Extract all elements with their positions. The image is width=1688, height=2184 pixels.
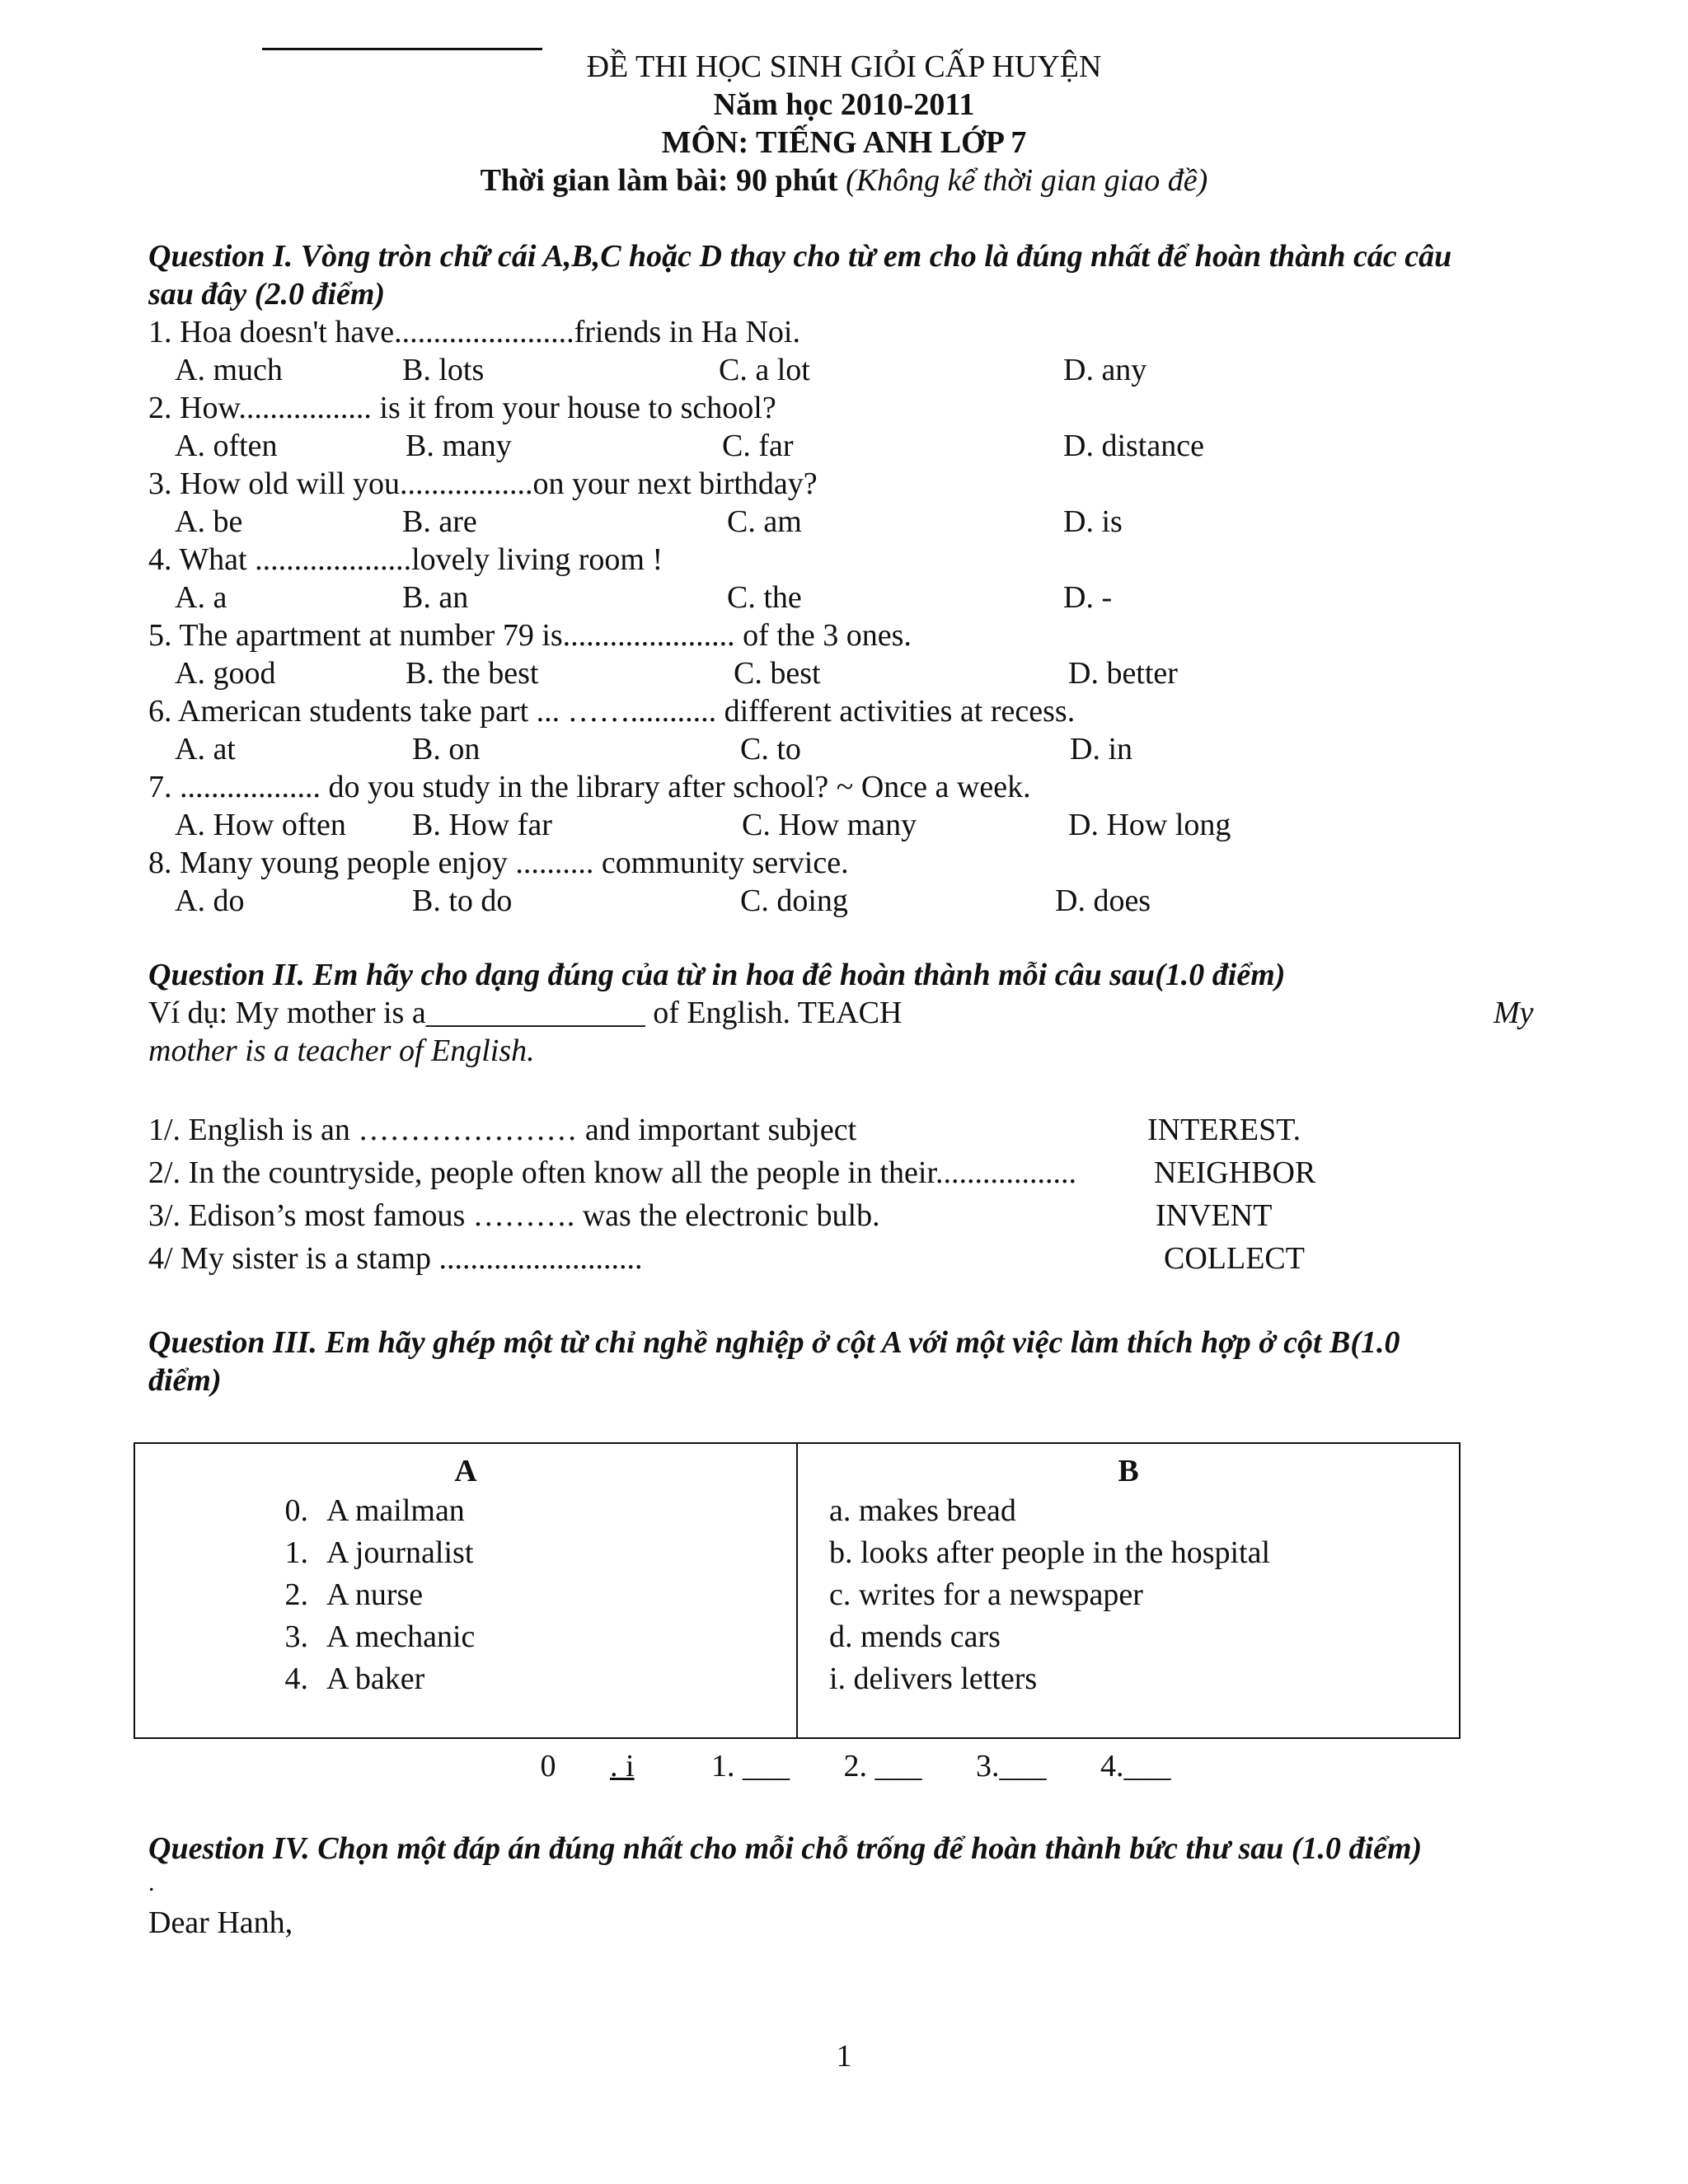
- q1-item-6-stem: 6. American students take part ... ……........... different activities at recess.: [148, 694, 1076, 729]
- q1-item-7-option-b: B. How far: [412, 808, 552, 842]
- q4-dot: .: [148, 1869, 155, 1896]
- answer-0-value: . i: [609, 1749, 635, 1783]
- item-text: A nurse: [326, 1577, 424, 1612]
- q1-item-7-stem: 7. .................. do you study in the library after school? ~ Once a week.: [148, 770, 1031, 804]
- list-item: [259, 1532, 796, 1574]
- q1-item-5-stem: 5. The apartment at number 79 is...................... of the 3 ones.: [148, 618, 912, 653]
- q1-item-8-option-b: B. to do: [412, 883, 513, 918]
- q1-item-7-option-c: C. How many: [742, 808, 917, 842]
- matching-table: [134, 1442, 1461, 1739]
- page-number: 1: [836, 2039, 852, 2074]
- q1-item-5-option-b: B. the best: [406, 656, 539, 691]
- q1-item-3-option-c: C. am: [727, 504, 802, 539]
- q1-heading-line1: Question I. Vòng tròn chữ cái A,B,C hoặc D thay cho từ em cho là đúng nhất để hoàn thành các câu: [148, 239, 1452, 274]
- answer-4: 4.___: [1100, 1749, 1171, 1783]
- q1-item-8-option-d: D. does: [1055, 883, 1151, 918]
- q1-item-2-stem: 2. How................. is it from your house to school?: [148, 391, 776, 425]
- q2-item-2-text: 2/. In the countryside, people often know all the people in their..................: [148, 1155, 1077, 1190]
- q1-item-5-option-a: A. good: [175, 656, 276, 691]
- column-b: [797, 1443, 1460, 1738]
- q2-item-3-word: INVENT: [1156, 1198, 1273, 1233]
- item-text: A baker: [326, 1661, 425, 1696]
- q1-item-3-option-a: A. be: [175, 504, 243, 539]
- list-item: [259, 1658, 796, 1700]
- answer-1: 1. ___: [711, 1749, 790, 1783]
- time-limit: [0, 162, 1688, 199]
- q1-item-8-option-c: C. doing: [740, 883, 848, 918]
- q1-item-1-stem: 1. Hoa doesn't have.......................friends in Ha Noi.: [148, 315, 800, 349]
- matching-answers: [0, 1747, 1688, 1785]
- column-a-list: [135, 1490, 796, 1700]
- q2-item-4-text: 4/ My sister is a stamp ..........................: [148, 1241, 643, 1276]
- q2-example-answer-part2: mother is a teacher of English.: [148, 1033, 535, 1068]
- item-text: A journalist: [326, 1535, 474, 1570]
- answer-3: 3.___: [976, 1749, 1047, 1783]
- item-number: 0.: [284, 1493, 308, 1528]
- list-item: i. delivers letters: [829, 1661, 1038, 1696]
- q1-item-1-option-c: C. a lot: [719, 353, 810, 387]
- list-item: a. makes bread: [829, 1493, 1016, 1528]
- q1-item-7-option-a: A. How often: [175, 808, 346, 842]
- q2-item-2-word: NEIGHBOR: [1154, 1155, 1316, 1190]
- q1-item-6-option-d: D. in: [1070, 732, 1132, 766]
- q2-item-3-text: 3/. Edison’s most famous ………. was the electronic bulb.: [148, 1198, 880, 1233]
- q1-item-1-option-b: B. lots: [402, 353, 485, 387]
- q2-item-1-text: 1/. English is an ………………… and important subject: [148, 1113, 857, 1147]
- q1-item-6-option-a: A. at: [175, 732, 236, 766]
- list-item: [259, 1490, 796, 1532]
- q1-item-5-option-c: C. best: [734, 656, 821, 691]
- item-number: 1.: [284, 1535, 308, 1570]
- q3-heading-line2: điểm): [148, 1363, 222, 1398]
- answer-0-label: 0: [540, 1749, 556, 1783]
- list-item: b. looks after people in the hospital: [829, 1535, 1271, 1570]
- exam-title: ĐỀ THI HỌC SINH GIỎI CẤP HUYỆN: [586, 49, 1102, 84]
- q2-item-4-word: COLLECT: [1164, 1241, 1305, 1276]
- q1-item-4-stem: 4. What ....................lovely living room !: [148, 542, 663, 577]
- q1-item-2-option-a: A. often: [175, 429, 278, 463]
- q2-example-answer-part1: My: [1493, 996, 1534, 1030]
- q4-heading: Question IV. Chọn một đáp án đúng nhất cho mỗi chỗ trống để hoàn thành bức thư sau (1.0 điểm): [148, 1831, 1423, 1866]
- q1-item-7-option-d: D. How long: [1068, 808, 1231, 842]
- q2-heading: Question II. Em hãy cho dạng đúng của từ in hoa đê hoàn thành mỗi câu sau(1.0 điểm): [148, 958, 1286, 992]
- q1-item-5-option-d: D. better: [1068, 656, 1178, 691]
- q1-item-4-option-b: B. an: [402, 580, 469, 615]
- q1-item-1-option-a: A. much: [175, 353, 283, 387]
- column-a-title: A: [454, 1454, 477, 1488]
- column-b-list: [798, 1490, 1459, 1700]
- time-limit-note: (Không kể thời gian giao đề): [846, 163, 1208, 198]
- q1-item-4-option-d: D. -: [1063, 580, 1113, 615]
- q1-item-8-stem: 8. Many young people enjoy .......... community service.: [148, 846, 849, 880]
- q2-item-1-word: INTEREST.: [1147, 1113, 1301, 1147]
- q1-item-3-stem: 3. How old will you.................on your next birthday?: [148, 466, 818, 501]
- answer-0: [517, 1749, 657, 1783]
- q1-item-6-option-b: B. on: [412, 732, 481, 766]
- q1-item-4-option-a: A. a: [175, 580, 227, 615]
- item-text: A mechanic: [326, 1619, 476, 1654]
- q1-item-8-option-a: A. do: [175, 883, 245, 918]
- q1-item-3-option-d: D. is: [1063, 504, 1123, 539]
- list-item: d. mends cars: [829, 1619, 1001, 1654]
- item-number: 4.: [284, 1661, 308, 1696]
- q1-item-2-option-c: C. far: [722, 429, 794, 463]
- column-b-title: B: [1118, 1454, 1139, 1488]
- q2-example: Ví dụ: My mother is a______________ of English. TEACH: [148, 996, 903, 1030]
- item-number: 3.: [284, 1619, 308, 1654]
- q1-item-2-option-b: B. many: [406, 429, 512, 463]
- q1-item-6-option-c: C. to: [740, 732, 801, 766]
- q1-heading-line2: sau đây (2.0 điểm): [148, 277, 386, 312]
- time-limit-bold: Thời gian làm bài: 90 phút: [480, 163, 838, 198]
- list-item: [259, 1574, 796, 1616]
- column-a: [134, 1443, 797, 1738]
- q1-item-1-option-d: D. any: [1063, 353, 1147, 387]
- q1-item-2-option-d: D. distance: [1063, 429, 1204, 463]
- answer-2: 2. ___: [843, 1749, 922, 1783]
- q1-item-3-option-b: B. are: [402, 504, 477, 539]
- letter-salutation: Dear Hanh,: [148, 1905, 293, 1940]
- q1-item-4-option-c: C. the: [727, 580, 802, 615]
- item-text: A mailman: [326, 1493, 465, 1528]
- item-number: 2.: [284, 1577, 308, 1612]
- q3-heading-line1: Question III. Em hãy ghép một từ chỉ nghề nghiệp ở cột A với một việc làm thích hợp ở cột B(1.0: [148, 1325, 1400, 1360]
- school-year: Năm học 2010-2011: [713, 87, 975, 122]
- list-item: [259, 1616, 796, 1658]
- list-item: c. writes for a newspaper: [829, 1577, 1143, 1612]
- subject: MÔN: TIẾNG ANH LỚP 7: [661, 125, 1027, 160]
